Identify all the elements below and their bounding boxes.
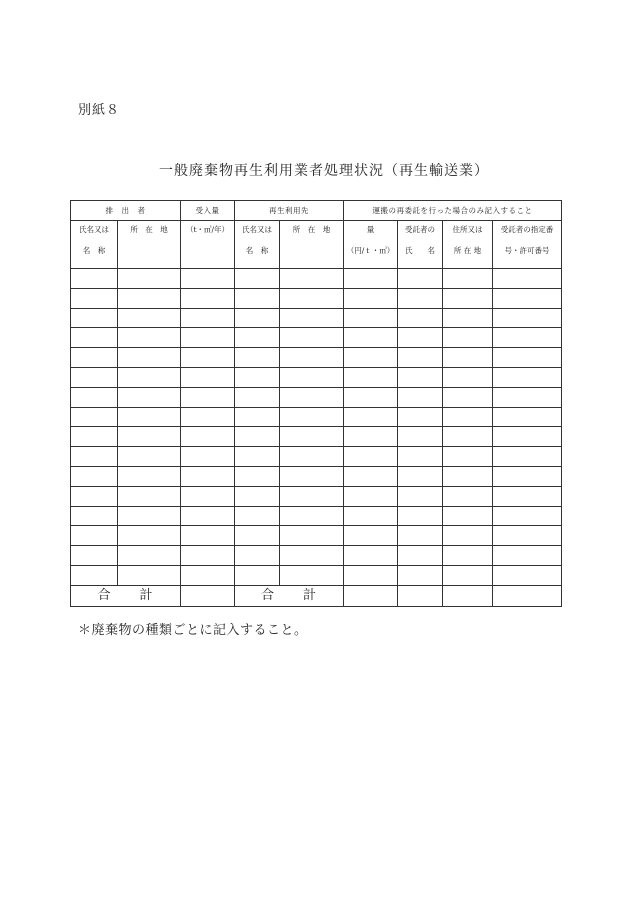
table-cell[interactable]: [398, 407, 443, 427]
table-cell[interactable]: [71, 269, 118, 289]
table-cell[interactable]: [118, 447, 181, 467]
table-cell[interactable]: [280, 348, 344, 368]
table-cell[interactable]: [235, 407, 280, 427]
table-cell[interactable]: [398, 269, 443, 289]
table-cell[interactable]: [181, 506, 235, 526]
table-cell[interactable]: [443, 348, 493, 368]
total-cell[interactable]: [443, 585, 493, 606]
table-cell[interactable]: [235, 486, 280, 506]
table-cell[interactable]: [398, 526, 443, 546]
table-cell[interactable]: [118, 466, 181, 486]
table-cell[interactable]: [493, 288, 562, 308]
table-cell[interactable]: [443, 447, 493, 467]
table-cell[interactable]: [235, 466, 280, 486]
table-cell[interactable]: [493, 546, 562, 566]
table-cell[interactable]: [344, 387, 398, 407]
table-cell[interactable]: [398, 348, 443, 368]
table-cell[interactable]: [181, 407, 235, 427]
table-cell[interactable]: [235, 387, 280, 407]
table-row: [71, 526, 562, 546]
table-cell[interactable]: [71, 466, 118, 486]
subheader-recycler-name: 氏名又は 名 称: [235, 221, 280, 269]
table-cell[interactable]: [344, 367, 398, 387]
table-cell[interactable]: [344, 506, 398, 526]
table-cell[interactable]: [443, 427, 493, 447]
table-row: [71, 348, 562, 368]
table-cell[interactable]: [181, 526, 235, 546]
table-cell[interactable]: [280, 288, 344, 308]
table-cell[interactable]: [280, 466, 344, 486]
table-cell[interactable]: [398, 387, 443, 407]
table-cell[interactable]: [344, 486, 398, 506]
table-cell[interactable]: [235, 269, 280, 289]
table-cell[interactable]: [280, 427, 344, 447]
table-cell[interactable]: [181, 288, 235, 308]
table-cell[interactable]: [71, 387, 118, 407]
table-cell[interactable]: [235, 367, 280, 387]
table-cell[interactable]: [181, 348, 235, 368]
table-cell[interactable]: [71, 367, 118, 387]
blank-rows: [71, 269, 562, 586]
table-row: [71, 565, 562, 585]
table-cell[interactable]: [443, 328, 493, 348]
subheader-contractor-number: 受託者の指定番 号・許可番号: [493, 221, 562, 269]
total-label-2: 合 計: [235, 585, 344, 606]
table-cell[interactable]: [443, 486, 493, 506]
footnote: ＊廃棄物の種類ごとに記入すること。: [78, 623, 308, 638]
table-cell[interactable]: [398, 546, 443, 566]
document-title: 一般廃棄物再生利用業者処理状況（再生輸送業）: [159, 163, 489, 179]
table-cell[interactable]: [71, 565, 118, 585]
table-row: [71, 308, 562, 328]
table-cell[interactable]: [493, 367, 562, 387]
table-cell[interactable]: [181, 308, 235, 328]
recycling-status-table: [70, 200, 562, 607]
table-cell[interactable]: [443, 526, 493, 546]
table-cell[interactable]: [398, 367, 443, 387]
table-cell[interactable]: [181, 447, 235, 467]
table-cell[interactable]: [118, 288, 181, 308]
table-cell[interactable]: [181, 367, 235, 387]
table-cell[interactable]: [118, 308, 181, 328]
subheader-amount: 量 （円/ｔ・㎥）: [344, 221, 398, 269]
table-cell[interactable]: [118, 348, 181, 368]
table-cell[interactable]: [280, 269, 344, 289]
table-cell[interactable]: [344, 269, 398, 289]
table-cell[interactable]: [280, 486, 344, 506]
table-row: [71, 466, 562, 486]
table-row: [71, 427, 562, 447]
table-cell[interactable]: [181, 565, 235, 585]
table-cell[interactable]: [118, 546, 181, 566]
table-row: [71, 387, 562, 407]
table-cell[interactable]: [493, 526, 562, 546]
table-cell[interactable]: [344, 466, 398, 486]
table-cell[interactable]: [493, 486, 562, 506]
table-cell[interactable]: [344, 407, 398, 427]
table-cell[interactable]: [398, 328, 443, 348]
table-row: [71, 486, 562, 506]
table-cell[interactable]: [280, 308, 344, 328]
table-cell[interactable]: [280, 387, 344, 407]
table-cell[interactable]: [181, 546, 235, 566]
table-cell[interactable]: [493, 407, 562, 427]
table-cell[interactable]: [235, 308, 280, 328]
table-cell[interactable]: [443, 565, 493, 585]
table-cell[interactable]: [235, 288, 280, 308]
table-cell[interactable]: [71, 328, 118, 348]
table-cell[interactable]: [181, 466, 235, 486]
table-cell[interactable]: [344, 308, 398, 328]
table-cell[interactable]: [443, 506, 493, 526]
table-cell[interactable]: [118, 526, 181, 546]
table-cell[interactable]: [235, 447, 280, 467]
table-cell[interactable]: [344, 526, 398, 546]
subheader-discharger-name: 氏名又は 名 称: [71, 221, 118, 269]
table-cell[interactable]: [71, 486, 118, 506]
table-cell[interactable]: [235, 526, 280, 546]
table-cell[interactable]: [344, 427, 398, 447]
subheader-intake-unit: （t・㎥/年）: [181, 221, 235, 269]
table-cell[interactable]: [235, 348, 280, 368]
table-cell[interactable]: [71, 348, 118, 368]
table-row: [71, 506, 562, 526]
sub-header-row: [71, 221, 562, 269]
table-cell[interactable]: [280, 328, 344, 348]
table-cell[interactable]: [181, 387, 235, 407]
table-cell[interactable]: [398, 308, 443, 328]
table-cell[interactable]: [398, 565, 443, 585]
table-cell[interactable]: [344, 447, 398, 467]
table-cell[interactable]: [118, 407, 181, 427]
header-intake: 受入量: [181, 201, 235, 221]
table-cell[interactable]: [443, 387, 493, 407]
subheader-discharger-address: 所 在 地: [118, 221, 181, 269]
table-cell[interactable]: [280, 526, 344, 546]
table-cell[interactable]: [344, 328, 398, 348]
table-cell[interactable]: [118, 565, 181, 585]
table-cell[interactable]: [280, 447, 344, 467]
total-cell[interactable]: [181, 585, 235, 606]
table-cell[interactable]: [493, 565, 562, 585]
table-cell[interactable]: [235, 506, 280, 526]
table-cell[interactable]: [493, 387, 562, 407]
table-cell[interactable]: [280, 407, 344, 427]
header-recycler: 再生利用先: [235, 201, 344, 221]
table-cell[interactable]: [493, 328, 562, 348]
table-cell[interactable]: [280, 506, 344, 526]
header-recommission: 運搬の再委託を行った場合のみ記入すること: [344, 201, 562, 221]
table-cell[interactable]: [71, 427, 118, 447]
table-cell[interactable]: [443, 407, 493, 427]
table-cell[interactable]: [493, 308, 562, 328]
table-cell[interactable]: [235, 328, 280, 348]
table-row: [71, 367, 562, 387]
table-cell[interactable]: [443, 288, 493, 308]
table-cell[interactable]: [344, 288, 398, 308]
table-cell[interactable]: [280, 546, 344, 566]
table-cell[interactable]: [493, 506, 562, 526]
table-cell[interactable]: [344, 348, 398, 368]
table-cell[interactable]: [235, 565, 280, 585]
table-cell[interactable]: [71, 288, 118, 308]
total-cell[interactable]: [398, 585, 443, 606]
table-row: [71, 407, 562, 427]
table-cell[interactable]: [235, 427, 280, 447]
table-cell[interactable]: [181, 269, 235, 289]
table-cell[interactable]: [398, 466, 443, 486]
table-cell[interactable]: [118, 506, 181, 526]
table-row: [71, 328, 562, 348]
table-cell[interactable]: [280, 565, 344, 585]
table-cell[interactable]: [493, 447, 562, 467]
table-cell[interactable]: [181, 427, 235, 447]
table-cell[interactable]: [443, 546, 493, 566]
table-cell[interactable]: [118, 486, 181, 506]
table-cell[interactable]: [344, 546, 398, 566]
table-cell[interactable]: [71, 526, 118, 546]
table-cell[interactable]: [280, 367, 344, 387]
group-header-row: [71, 201, 562, 221]
total-cell[interactable]: [493, 585, 562, 606]
table-cell[interactable]: [398, 427, 443, 447]
total-label: 合 計: [71, 585, 181, 606]
table-cell[interactable]: [71, 308, 118, 328]
total-cell[interactable]: [344, 585, 398, 606]
table-cell[interactable]: [344, 565, 398, 585]
page-label: 別紙８: [78, 103, 121, 118]
table-cell[interactable]: [118, 427, 181, 447]
total-row: [71, 585, 562, 606]
subheader-contractor-name: 受託者の 氏 名: [398, 221, 443, 269]
table-cell[interactable]: [71, 506, 118, 526]
table-cell[interactable]: [118, 367, 181, 387]
table-cell[interactable]: [398, 506, 443, 526]
table-cell[interactable]: [398, 288, 443, 308]
subheader-recycler-address: 所 在 地: [280, 221, 344, 269]
table-cell[interactable]: [398, 486, 443, 506]
table-row: [71, 546, 562, 566]
table-cell[interactable]: [118, 387, 181, 407]
table-cell[interactable]: [443, 466, 493, 486]
table-cell[interactable]: [71, 407, 118, 427]
table-cell[interactable]: [181, 328, 235, 348]
table-cell[interactable]: [71, 546, 118, 566]
subheader-contractor-address: 住所又は 所 在 地: [443, 221, 493, 269]
table-cell[interactable]: [493, 348, 562, 368]
header-discharger: 排 出 者: [71, 201, 181, 221]
table-cell[interactable]: [493, 466, 562, 486]
table-cell[interactable]: [398, 447, 443, 467]
table-row: [71, 288, 562, 308]
table-row: [71, 269, 562, 289]
table-cell[interactable]: [118, 269, 181, 289]
table-cell[interactable]: [71, 447, 118, 467]
table-cell[interactable]: [443, 269, 493, 289]
table-cell[interactable]: [493, 427, 562, 447]
table-cell[interactable]: [181, 486, 235, 506]
table-cell[interactable]: [118, 328, 181, 348]
table-cell[interactable]: [235, 546, 280, 566]
table-row: [71, 447, 562, 467]
table-cell[interactable]: [493, 269, 562, 289]
table-cell[interactable]: [443, 308, 493, 328]
table-cell[interactable]: [443, 367, 493, 387]
